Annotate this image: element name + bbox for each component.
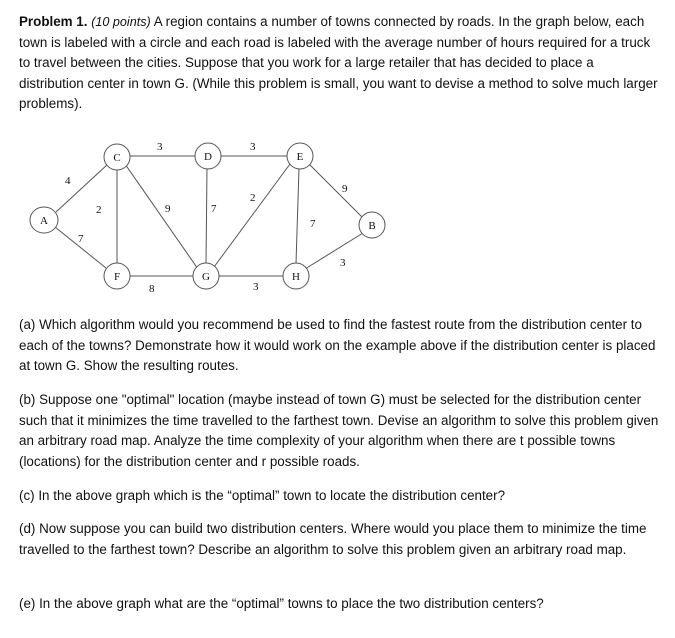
weight-e-b: 9 <box>342 183 348 195</box>
question-a: (a) Which algorithm would you recommend be used to find the fastest route from the distribution center to each of the towns? Demonstrate how it would work on the example above if the distribution center is placed at town G. Show the resulting routes. <box>19 317 656 373</box>
weight-a-c: 4 <box>65 175 71 187</box>
weight-a-f: 7 <box>78 233 84 245</box>
node-a-label: A <box>40 215 48 227</box>
node-e-label: E <box>296 151 304 163</box>
node-d <box>195 143 221 169</box>
weight-g-h: 3 <box>253 281 259 293</box>
weight-c-g: 9 <box>165 203 171 215</box>
weight-c-f: 2 <box>96 204 102 216</box>
question-b: (b) Suppose one "optimal" location (maybe instead of town G) must be selected for the distribution center such that it minimizes the time travelled to the farthest town. Devise an algorithm to solve this problem given an arbitrary road map. Analyze the time complexity of your algorithm when there are t possible towns (locations) for the distribution center and r possible roads. <box>19 392 659 469</box>
weight-h-b: 3 <box>340 257 346 269</box>
problem-title: Problem 1. <box>19 14 88 29</box>
weight-f-g: 8 <box>149 283 155 295</box>
edge-e-g <box>214 164 290 267</box>
edge-c-g <box>125 164 198 269</box>
weight-d-e: 3 <box>250 141 256 153</box>
node-c <box>104 144 130 170</box>
edge-h-b <box>305 233 363 269</box>
weight-d-g: 7 <box>211 203 217 215</box>
node-e <box>287 143 313 169</box>
node-a <box>30 207 58 233</box>
edge-e-h <box>296 168 299 264</box>
problem-text: A region contains a number of towns connected by roads. In the graph below, each town is labeled with a circle and each road is labeled with the average number of hours required for a truck to travel between the cities. Suppose that you work for a large retailer that has decided to place a distribution center in town G. (While this problem is small, you want to devise a method to solve much larger problems). <box>19 14 658 111</box>
node-b-label: B <box>368 220 376 232</box>
node-h <box>283 263 309 289</box>
weight-e-g: 2 <box>250 192 256 204</box>
node-c-label: C <box>113 152 121 164</box>
node-f-label: F <box>113 271 121 283</box>
weight-e-h: 7 <box>310 218 316 230</box>
node-g-label: G <box>202 271 210 283</box>
problem-points: (10 points) <box>91 15 151 29</box>
edge-e-b <box>307 162 362 217</box>
node-b <box>359 212 385 238</box>
question-e: (e) In the above graph what are the “optimal” towns to place the two distribution centers? <box>19 596 544 611</box>
weight-c-d: 3 <box>157 141 163 153</box>
question-d: (d) Now suppose you can build two distribution centers. Where would you place them to minimize the time travelled to the farthest town? Describe an algorithm to solve this problem given an arbitrary road map. <box>19 521 647 557</box>
question-c: (c) In the above graph which is the “optimal” town to locate the distribution center? <box>19 488 506 503</box>
edge-d-g <box>206 168 207 264</box>
road-network-graph <box>0 0 675 310</box>
node-f <box>104 263 130 289</box>
node-g <box>193 263 219 289</box>
node-d-label: D <box>204 151 212 163</box>
node-h-label: H <box>292 271 300 283</box>
